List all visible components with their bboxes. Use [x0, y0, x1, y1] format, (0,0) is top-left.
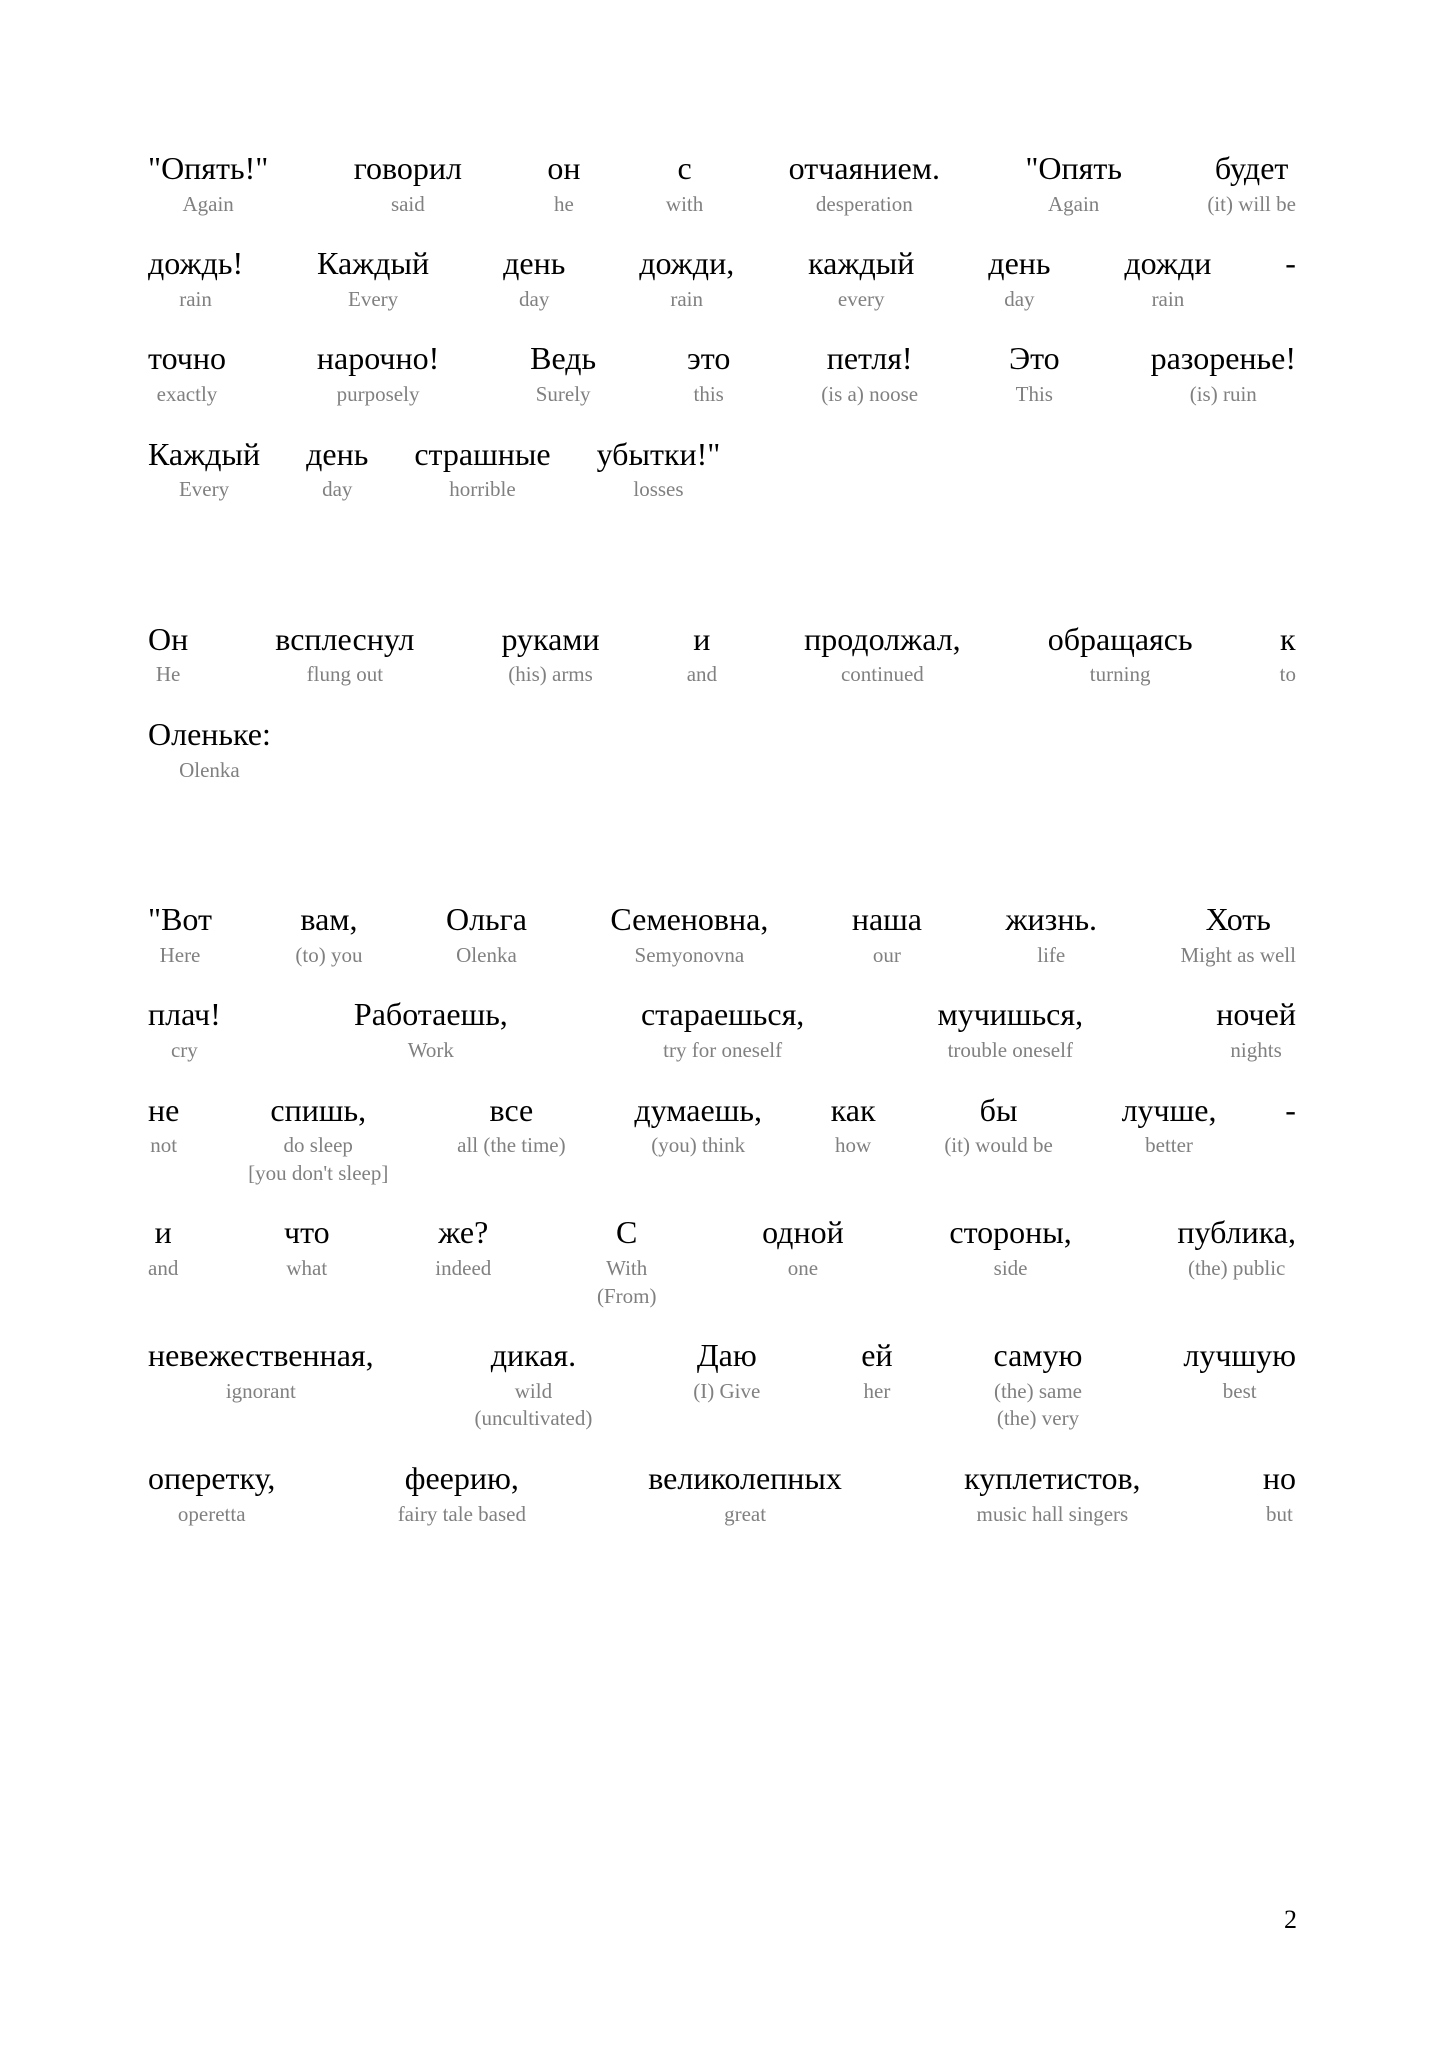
interlinear-word-pair	[354, 152, 462, 217]
gloss-english: trouble oneself	[947, 1038, 1073, 1063]
source-word-russian: день	[503, 245, 566, 282]
paragraph	[148, 903, 1296, 1527]
interlinear-word-pair	[295, 903, 362, 968]
interlinear-word-pair	[501, 620, 600, 688]
interlinear-word-pair	[964, 1462, 1140, 1527]
source-word-russian: Ведь	[530, 340, 597, 377]
interlinear-word-pair	[610, 903, 768, 968]
interlinear-word-pair	[641, 998, 804, 1063]
source-word-russian: нарочно!	[316, 340, 440, 377]
source-word-russian: "Опять!"	[148, 150, 269, 186]
interlinear-line	[148, 1462, 1296, 1527]
interlinear-word-pair	[693, 1339, 760, 1404]
gloss-english: one	[787, 1256, 819, 1281]
gloss-english: purposely	[336, 382, 420, 406]
source-word-russian: оперетку,	[148, 1460, 276, 1497]
source-word-russian: одной	[762, 1214, 844, 1251]
source-word-russian: плач!	[148, 996, 221, 1033]
source-word-russian: как	[830, 1091, 876, 1128]
gloss-english: continued	[840, 662, 924, 687]
gloss-english: rain	[670, 286, 704, 311]
interlinear-word-pair	[275, 620, 415, 688]
interlinear-line	[148, 247, 1296, 312]
interlinear-word-pair	[1180, 903, 1296, 968]
gloss-english: (it) will be	[1207, 191, 1296, 216]
source-word-russian: -	[1285, 245, 1296, 282]
gloss-english: nights	[1230, 1038, 1282, 1063]
interlinear-word-pair	[457, 1091, 566, 1159]
source-word-russian: лучше,	[1121, 1091, 1217, 1128]
interlinear-word-pair	[687, 342, 730, 407]
source-word-russian: будет	[1214, 150, 1289, 186]
gloss-english: said	[390, 191, 425, 216]
source-word-russian: самую	[993, 1337, 1083, 1374]
interlinear-word-pair	[861, 1339, 892, 1404]
interlinear-line	[148, 1091, 1296, 1187]
gloss-english: her	[863, 1378, 891, 1403]
gloss-english: all (the time)	[457, 1133, 566, 1158]
source-word-russian: это	[687, 340, 731, 377]
paragraph	[148, 152, 1296, 503]
gloss-english: Every	[348, 286, 399, 311]
source-word-russian: Работаешь,	[353, 996, 508, 1033]
interlinear-word-pair	[317, 247, 429, 312]
source-word-russian: Ольга	[445, 901, 527, 938]
interlinear-word-pair	[435, 1216, 491, 1281]
source-word-russian: с	[677, 150, 692, 186]
source-word-russian: и	[693, 620, 711, 657]
interlinear-word-pair	[475, 1339, 593, 1432]
gloss-english: wild	[514, 1378, 553, 1403]
source-word-russian: петля!	[826, 340, 913, 377]
source-word-russian: куплетистов,	[964, 1460, 1141, 1497]
interlinear-word-pair	[762, 1216, 844, 1281]
source-word-russian: не	[148, 1091, 180, 1128]
gloss-english: exactly	[156, 382, 218, 406]
gloss-english: rain	[1151, 286, 1185, 311]
interlinear-word-pair	[530, 342, 596, 407]
source-word-russian: он	[547, 150, 581, 186]
gloss-english: to	[1279, 662, 1296, 687]
source-word-russian: же?	[438, 1214, 489, 1251]
interlinear-line	[148, 998, 1296, 1063]
interlinear-word-pair	[148, 1462, 275, 1527]
interlinear-word-pair	[1285, 1091, 1296, 1134]
interlinear-word-pair	[148, 435, 261, 503]
gloss-english: desperation	[815, 191, 913, 216]
interlinear-word-pair	[808, 247, 914, 312]
gloss-english: losses	[633, 477, 684, 502]
gloss-english: best	[1222, 1378, 1257, 1403]
interlinear-word-pair	[148, 152, 268, 217]
interlinear-line	[148, 1339, 1296, 1432]
interlinear-word-pair	[317, 342, 439, 407]
interlinear-word-pair	[547, 152, 580, 217]
source-word-russian: публика,	[1177, 1214, 1296, 1251]
gloss-english-secondary: [you don't sleep]	[248, 1160, 389, 1185]
gloss-english: (is) ruin	[1189, 382, 1257, 406]
source-word-russian: мучишься,	[937, 996, 1084, 1033]
source-word-russian: дожди,	[639, 245, 735, 282]
interlinear-word-pair	[148, 1091, 180, 1159]
interlinear-word-pair	[1216, 998, 1296, 1063]
source-word-russian: "Вот	[148, 901, 212, 938]
gloss-english: Semyonovna	[634, 942, 745, 967]
interlinear-word-pair	[789, 152, 940, 217]
interlinear-word-pair	[148, 718, 271, 783]
gloss-english: ignorant	[225, 1378, 296, 1403]
gloss-english: every	[837, 286, 885, 311]
interlinear-text-body	[148, 152, 1296, 1527]
source-word-russian: Семеновна,	[610, 901, 769, 938]
source-word-russian: обращаясь	[1047, 620, 1193, 657]
source-word-russian: стараешься,	[640, 996, 805, 1033]
interlinear-word-pair	[596, 435, 721, 503]
source-word-russian: невежественная,	[148, 1337, 374, 1374]
gloss-english: Every	[178, 477, 230, 502]
interlinear-word-pair	[686, 620, 718, 688]
gloss-english: and	[686, 662, 718, 687]
gloss-english: how	[835, 1133, 872, 1158]
gloss-english: cry	[170, 1038, 198, 1063]
source-word-russian: дожди	[1124, 245, 1212, 282]
interlinear-word-pair	[148, 620, 189, 688]
source-word-russian: к	[1280, 620, 1296, 657]
gloss-english: day	[322, 477, 353, 502]
interlinear-word-pair	[852, 903, 922, 968]
gloss-english: With	[606, 1256, 648, 1281]
source-word-russian: жизнь.	[1005, 901, 1098, 938]
source-word-russian: дождь!	[148, 245, 244, 282]
gloss-english: he	[554, 191, 574, 216]
source-word-russian: Каждый	[317, 245, 430, 282]
gloss-english: better	[1145, 1133, 1193, 1158]
gloss-english: (I) Give	[693, 1378, 761, 1403]
interlinear-word-pair	[1279, 620, 1296, 688]
source-word-russian: и	[154, 1214, 172, 1251]
gloss-english: flung out	[306, 662, 384, 687]
gloss-english: turning	[1089, 662, 1151, 687]
source-word-russian: Даю	[696, 1337, 757, 1374]
gloss-english: not	[150, 1133, 178, 1158]
interlinear-word-pair	[821, 342, 918, 407]
gloss-english: rain	[179, 286, 212, 311]
interlinear-word-pair	[148, 342, 226, 407]
interlinear-word-pair	[1183, 1339, 1296, 1404]
source-word-russian: феерию,	[404, 1460, 519, 1497]
interlinear-word-pair	[446, 903, 527, 968]
gloss-english: Surely	[535, 382, 591, 406]
interlinear-word-pair	[1047, 620, 1193, 688]
page-number: 2	[1284, 1905, 1297, 1934]
source-word-russian: "Опять	[1025, 150, 1122, 186]
interlinear-word-pair	[414, 435, 551, 503]
source-word-russian: наша	[851, 901, 922, 938]
gloss-english: Olenka	[179, 757, 240, 782]
interlinear-word-pair	[830, 1091, 876, 1159]
gloss-english: our	[872, 942, 901, 967]
interlinear-word-pair	[503, 247, 565, 312]
gloss-english: fairy tale based	[397, 1501, 526, 1526]
gloss-english: (to) you	[295, 942, 363, 967]
source-word-russian: бы	[979, 1091, 1018, 1128]
gloss-english: with	[665, 191, 704, 216]
interlinear-line	[148, 152, 1296, 217]
gloss-english: life	[1037, 942, 1066, 967]
source-word-russian: думаешь,	[634, 1091, 762, 1128]
interlinear-word-pair	[148, 903, 212, 968]
paragraph	[148, 620, 1296, 783]
interlinear-word-pair	[148, 247, 243, 312]
interlinear-line	[148, 435, 1296, 503]
interlinear-word-pair	[994, 1339, 1083, 1432]
interlinear-word-pair	[1151, 342, 1296, 407]
gloss-english: (his) arms	[508, 662, 593, 687]
interlinear-word-pair	[148, 1339, 374, 1404]
interlinear-word-pair	[639, 247, 734, 312]
interlinear-word-pair	[634, 1091, 762, 1159]
interlinear-word-pair	[398, 1462, 526, 1527]
gloss-english: indeed	[435, 1256, 492, 1281]
interlinear-word-pair	[1121, 1091, 1217, 1159]
gloss-english: Might as well	[1180, 942, 1296, 967]
gloss-english: Work	[407, 1038, 454, 1063]
interlinear-line	[148, 620, 1296, 688]
gloss-english: (the) public	[1187, 1256, 1286, 1281]
interlinear-word-pair	[1005, 903, 1097, 968]
gloss-english: operetta	[177, 1501, 246, 1526]
source-word-russian: продолжал,	[804, 620, 961, 657]
gloss-english: (is a) noose	[821, 382, 919, 406]
interlinear-line	[148, 342, 1296, 407]
interlinear-word-pair	[597, 1216, 657, 1309]
source-word-russian: день	[306, 435, 369, 472]
gloss-english: This	[1015, 382, 1053, 406]
gloss-english: horrible	[449, 477, 516, 502]
interlinear-word-pair	[148, 1216, 178, 1281]
source-word-russian: Оленьке:	[148, 716, 271, 753]
interlinear-word-pair	[354, 998, 508, 1063]
source-word-russian: разоренье!	[1150, 340, 1296, 377]
source-word-russian: всплеснул	[275, 620, 415, 657]
source-word-russian: спишь,	[270, 1091, 367, 1128]
interlinear-word-pair	[949, 1216, 1071, 1281]
source-word-russian: стороны,	[949, 1214, 1072, 1251]
source-word-russian: С	[616, 1214, 638, 1251]
source-word-russian: страшные	[414, 435, 551, 472]
interlinear-word-pair	[284, 1216, 330, 1281]
source-word-russian: день	[988, 245, 1051, 282]
source-word-russian: убытки!"	[596, 435, 721, 472]
gloss-english: do sleep	[283, 1133, 353, 1158]
interlinear-word-pair	[1025, 152, 1122, 217]
source-word-russian: Каждый	[148, 435, 261, 472]
interlinear-word-pair	[148, 998, 221, 1063]
gloss-english: day	[1004, 286, 1035, 311]
source-word-russian: Это	[1008, 340, 1060, 377]
gloss-english: what	[286, 1256, 328, 1281]
gloss-english: (it) would be	[944, 1133, 1053, 1158]
interlinear-word-pair	[648, 1462, 842, 1527]
source-word-russian: но	[1262, 1460, 1296, 1497]
interlinear-line	[148, 903, 1296, 968]
gloss-english: Again	[1047, 191, 1100, 216]
gloss-english: music hall singers	[976, 1501, 1129, 1526]
interlinear-word-pair	[1285, 247, 1296, 287]
interlinear-word-pair	[988, 247, 1050, 312]
source-word-russian: Хоть	[1205, 901, 1271, 938]
gloss-english: side	[993, 1256, 1028, 1281]
source-word-russian: -	[1285, 1091, 1296, 1128]
gloss-english: great	[724, 1501, 767, 1526]
gloss-english: day	[519, 286, 550, 311]
interlinear-word-pair	[804, 620, 961, 688]
gloss-english: this	[693, 382, 724, 406]
gloss-english-secondary: (uncultivated)	[474, 1406, 593, 1431]
interlinear-word-pair	[666, 152, 703, 217]
gloss-english-secondary: (From)	[596, 1283, 657, 1308]
interlinear-line	[148, 718, 1296, 783]
interlinear-word-pair	[1009, 342, 1060, 407]
interlinear-word-pair	[306, 435, 369, 503]
gloss-english-secondary: (the) very	[996, 1406, 1080, 1431]
interlinear-word-pair	[1124, 247, 1211, 312]
gloss-english: but	[1265, 1501, 1293, 1526]
interlinear-word-pair	[937, 998, 1083, 1063]
interlinear-word-pair	[1207, 152, 1296, 217]
source-word-russian: руками	[501, 620, 600, 657]
gloss-english: Again	[182, 191, 234, 216]
source-word-russian: ей	[861, 1337, 893, 1374]
gloss-english: (you) think	[651, 1133, 746, 1158]
source-word-russian: каждый	[808, 245, 915, 282]
interlinear-word-pair	[248, 1091, 389, 1187]
interlinear-word-pair	[1263, 1462, 1296, 1527]
source-word-russian: говорил	[353, 150, 463, 186]
source-word-russian: точно	[148, 340, 226, 377]
interlinear-word-pair	[1177, 1216, 1296, 1281]
source-word-russian: великолепных	[648, 1460, 842, 1497]
source-word-russian: Он	[148, 620, 189, 657]
gloss-english: He	[155, 662, 181, 687]
source-word-russian: вам,	[300, 901, 358, 938]
gloss-english: and	[148, 1256, 179, 1281]
interlinear-word-pair	[944, 1091, 1053, 1159]
interlinear-line	[148, 1216, 1296, 1309]
source-word-russian: дикая.	[490, 1337, 577, 1374]
gloss-english: Olenka	[456, 942, 517, 967]
source-word-russian: отчаянием.	[788, 150, 940, 186]
gloss-english: Here	[159, 942, 201, 967]
source-word-russian: что	[283, 1214, 330, 1251]
gloss-english: try for oneself	[663, 1038, 783, 1063]
source-word-russian: лучшую	[1183, 1337, 1296, 1374]
gloss-english: (the) same	[993, 1378, 1082, 1403]
source-word-russian: все	[489, 1091, 534, 1128]
source-word-russian: ночей	[1216, 996, 1296, 1033]
